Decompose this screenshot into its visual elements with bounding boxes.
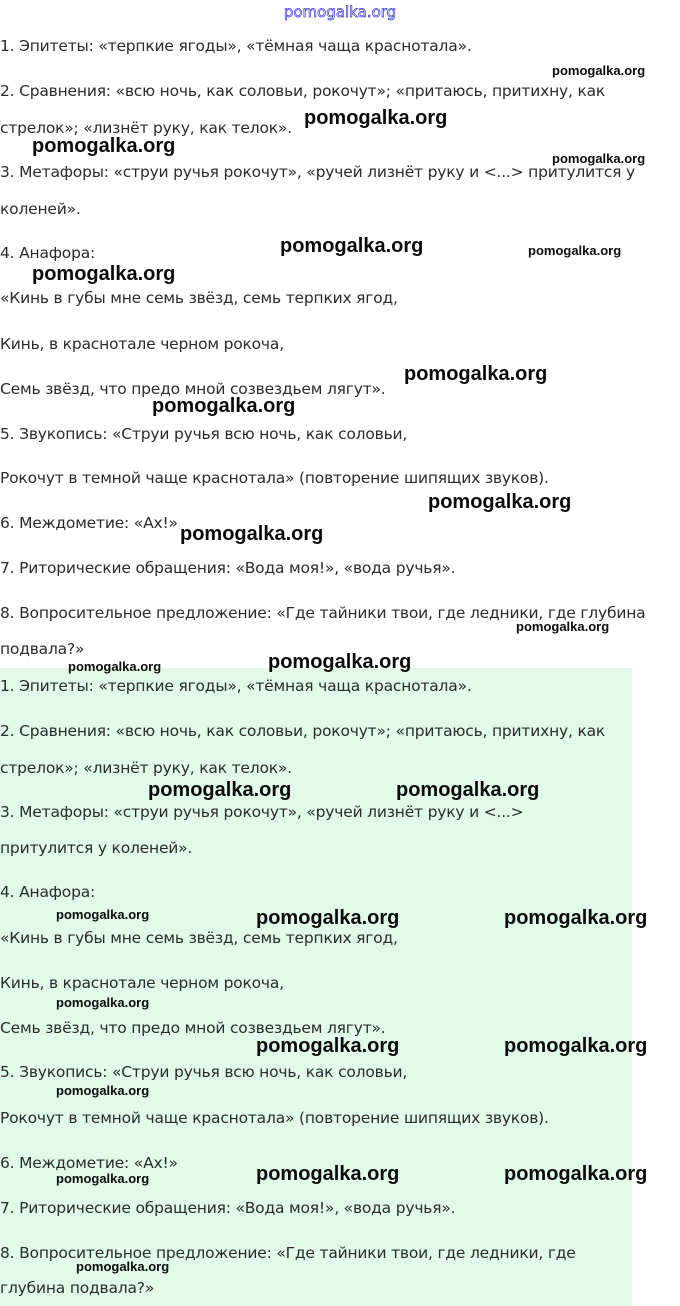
watermark: pomogalka.org [68, 659, 162, 674]
answer-line: Семь звёзд, что предо мной созвездьем лягут». [0, 380, 386, 398]
answer-line: 5. Звукопись: «Струи ручья всю ночь, как соловьи, [0, 1063, 408, 1081]
site-header [0, 0, 680, 24]
watermark: pomogalka.org [180, 523, 324, 545]
watermark: pomogalka.org [516, 619, 610, 634]
watermark: pomogalka.org [428, 491, 572, 513]
watermark: pomogalka.org [32, 263, 176, 285]
answer-line: стрелок»; «лизнёт руку, как телок». [0, 119, 292, 137]
answer-line: подвала?» [0, 640, 85, 658]
watermark: pomogalka.org [552, 151, 646, 166]
answer-line: 6. Междометие: «Ах!» [0, 1154, 178, 1172]
answer-line: 7. Риторические обращения: «Вода моя!», «вода ручья». [0, 559, 456, 577]
answer-line: 8. Вопросительное предложение: «Где тайники твои, где ледники, где глубина [0, 604, 646, 622]
watermark: pomogalka.org [76, 1259, 170, 1274]
watermark: pomogalka.org [552, 63, 646, 78]
answer-line: 3. Метафоры: «струи ручья рокочут», «ручей лизнёт руку и <...> [0, 803, 524, 821]
watermark: pomogalka.org [256, 1163, 400, 1185]
answer-line: стрелок»; «лизнёт руку, как телок». [0, 759, 292, 777]
answer-line: 4. Анафора: [0, 244, 96, 262]
watermark: pomogalka.org [504, 907, 648, 929]
answer-line: глубина подвала?» [0, 1279, 155, 1297]
watermark: pomogalka.org [148, 779, 292, 801]
watermark: pomogalka.org [396, 779, 540, 801]
answer-line: 6. Междометие: «Ах!» [0, 514, 178, 532]
answer-line: Кинь, в краснотале черном рокоча, [0, 974, 284, 992]
answer-line: Семь звёзд, что предо мной созвездьем лягут». [0, 1019, 386, 1037]
answer-line: Кинь, в краснотале черном рокоча, [0, 335, 284, 353]
watermark: pomogalka.org [268, 651, 412, 673]
answer-line: Рокочут в темной чаще краснотала» (повторение шипящих звуков). [0, 469, 549, 487]
answer-line: 2. Сравнения: «всю ночь, как соловьи, рокочут»; «притаюсь, притихну, как [0, 722, 606, 740]
answer-line: 2. Сравнения: «всю ночь, как соловьи, рокочут»; «притаюсь, притихну, как [0, 82, 606, 100]
answer-line: 7. Риторические обращения: «Вода моя!», «вода ручья». [0, 1199, 456, 1217]
watermark: pomogalka.org [280, 235, 424, 257]
watermark: pomogalka.org [256, 1035, 400, 1057]
answer-line: 4. Анафора: [0, 883, 96, 901]
answer-line: 5. Звукопись: «Струи ручья всю ночь, как соловьи, [0, 425, 408, 443]
answer-line: «Кинь в губы мне семь звёзд, семь терпких ягод, [0, 289, 398, 307]
answer-line: Рокочут в темной чаще краснотала» (повторение шипящих звуков). [0, 1109, 549, 1127]
watermark: pomogalka.org [304, 107, 448, 129]
site-header-logo[interactable]: pomogalka.org [283, 3, 397, 21]
answer-line: 3. Метафоры: «струи ручья рокочут», «ручей лизнёт руку и <...> притулится у [0, 163, 635, 181]
answer-line: 1. Эпитеты: «терпкие ягоды», «тёмная чаща краснотала». [0, 677, 472, 695]
watermark: pomogalka.org [504, 1163, 648, 1185]
watermark: pomogalka.org [528, 243, 622, 258]
answer-line: «Кинь в губы мне семь звёзд, семь терпких ягод, [0, 929, 398, 947]
watermark: pomogalka.org [56, 995, 150, 1010]
watermark: pomogalka.org [56, 1171, 150, 1186]
answer-line: притулится у коленей». [0, 839, 193, 857]
watermark: pomogalka.org [404, 363, 548, 385]
watermark: pomogalka.org [56, 1083, 150, 1098]
watermark: pomogalka.org [152, 395, 296, 417]
highlighted-answer-block [0, 668, 632, 1306]
watermark: pomogalka.org [32, 135, 176, 157]
answer-line: 8. Вопросительное предложение: «Где тайники твои, где ледники, где [0, 1244, 576, 1262]
watermark: pomogalka.org [504, 1035, 648, 1057]
watermark: pomogalka.org [56, 907, 150, 922]
watermark: pomogalka.org [256, 907, 400, 929]
answer-line: 1. Эпитеты: «терпкие ягоды», «тёмная чаща краснотала». [0, 37, 472, 55]
answer-line: коленей». [0, 200, 81, 218]
